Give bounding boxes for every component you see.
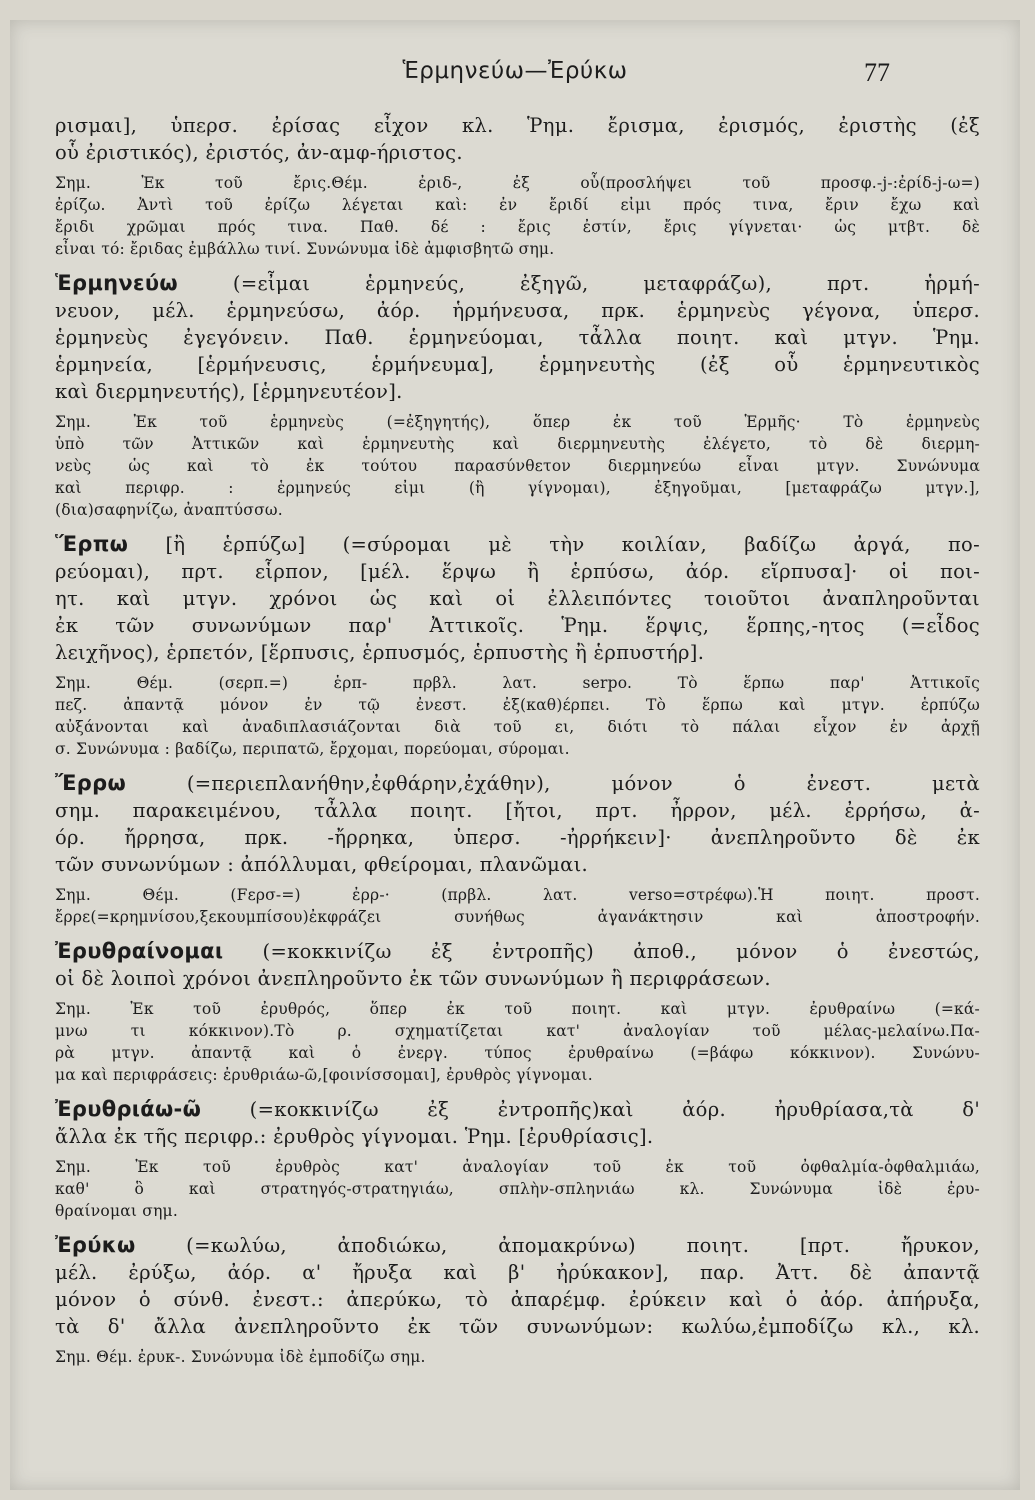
text-line	[55, 139, 980, 166]
line-text: οἱ δὲ λοιποὶ χρόνοι ἀνεπληροῦντο ἐκ τῶν συνωνύμων ἢ περιφράσεων.	[55, 967, 771, 990]
page-number: 77	[864, 58, 890, 87]
text-line	[55, 612, 980, 639]
text-line	[55, 738, 980, 760]
line-text: θραίνομαι σημ.	[55, 1202, 178, 1220]
text-line	[55, 1346, 980, 1368]
running-head: Ἑρμηνεύω—Ἐρύκω	[402, 58, 628, 84]
line-text: λειχῆνος), ἑρπετόν, [ἕρπυσις, ἑρπυσμός, ἑρπυστὴς ἢ ἑρπυστήρ].	[55, 641, 705, 664]
line-text: Σημ. Θέμ. (σερπ.=) ἑρπ- πρβλ. λατ. serpo. Τὸ ἕρπω παρ' Ἀττικοῖς	[55, 674, 980, 692]
text-line	[55, 1123, 980, 1150]
line-text: (=κοκκινίζω ἐξ ἐντροπῆς) ἀποθ., μόνον ὁ ἐνεστώς,	[223, 940, 980, 963]
dictionary-entry	[55, 770, 980, 878]
dictionary-text	[55, 112, 980, 1378]
headword: Ἕρπω	[55, 532, 129, 556]
line-text: τὰ δ' ἄλλα ἀνεπληροῦντο ἐκ τῶν συνωνύμων: κωλύω,ἐμποδίζω κλ., κλ.	[55, 1315, 980, 1338]
text-line	[55, 324, 980, 351]
entry-note	[55, 884, 980, 928]
line-text: [ἢ ἑρπύζω] (=σύρομαι μὲ τὴν κοιλίαν, βαδίζω ἀργά, πο-	[128, 533, 980, 556]
book-page	[10, 20, 1020, 1490]
entry-note	[55, 1156, 980, 1222]
line-text: εἶναι τό: ἔριδας ἐμβάλλω τινί. Συνώνυμα ἰδὲ ἀμφισβητῶ σημ.	[55, 240, 555, 258]
text-line	[55, 1042, 980, 1064]
text-line	[55, 884, 980, 906]
text-line	[55, 1064, 980, 1086]
text-line	[55, 639, 980, 666]
line-text: ἐκ τῶν συνωνύμων παρ' Ἀττικοῖς. Ῥημ. ἕρψις, ἕρπης,-ητος (=εἶδος	[55, 614, 980, 637]
text-line	[55, 716, 980, 738]
line-text: μνω τι κόκκινον).Τὸ ρ. σχηματίζεται κατ' ἀναλογίαν τοῦ μέλας-μελαίνω.Πα-	[55, 1022, 980, 1040]
text-line	[55, 238, 980, 260]
line-text: τῶν συνωνύμων : ἀπόλλυμαι, φθείρομαι, πλανῶμαι.	[55, 853, 589, 876]
line-text: ρεύομαι), πρτ. εἷρπον, [μέλ. ἕρψω ἢ ἑρπύσω, ἀόρ. εἵρπυσα]· οἱ ποι-	[55, 560, 980, 583]
text-line	[55, 411, 980, 433]
headword: Ἑρμηνεύω	[55, 271, 178, 295]
text-line	[55, 1200, 980, 1222]
text-line	[55, 499, 980, 521]
text-line	[55, 1096, 980, 1123]
entry-note	[55, 411, 980, 521]
page-header	[10, 58, 1020, 98]
text-line	[55, 433, 980, 455]
text-line	[55, 672, 980, 694]
line-text: οὗ ἐριστικός), ἐριστός, ἀν-αμφ-ήριστος.	[55, 141, 463, 164]
text-line	[55, 194, 980, 216]
line-text: ἔρρε(=κρημνίσου,ξεκουμπίσου)ἐκφράζει συνήθως ἀγανάκτησιν καὶ ἀποστροφήν.	[55, 908, 980, 926]
text-line	[55, 297, 980, 324]
dictionary-entry	[55, 1232, 980, 1340]
entry-note	[55, 1346, 980, 1368]
line-text: ητ. καὶ μτγν. χρόνοι ὡς καὶ οἱ ἐλλειπόντες τοιοῦτοι ἀναπληροῦνται	[55, 587, 980, 610]
text-line	[55, 824, 980, 851]
text-line	[55, 1156, 980, 1178]
text-line	[55, 1178, 980, 1200]
entry-note	[55, 672, 980, 760]
text-line	[55, 998, 980, 1020]
line-text: ἑρμηνεὺς ἐγεγόνειν. Παθ. ἑρμηνεύομαι, τἆλλα ποιητ. καὶ μτγν. Ῥημ.	[55, 326, 980, 349]
line-text: Σημ. Θέμ. (Fερσ-=) ἐρρ-· (πρβλ. λατ. verso=στρέφω).Ἡ ποιητ. προστ.	[55, 886, 980, 904]
text-line	[55, 906, 980, 928]
text-line	[55, 965, 980, 992]
line-text: Σημ. Ἐκ τοῦ ἐρυθρὸς κατ' ἀναλογίαν τοῦ ἐκ τοῦ ὀφθαλμία-ὀφθαλμιάω,	[55, 1158, 980, 1176]
line-text: ἐρίζω. Ἀντὶ τοῦ ἐρίζω λέγεται καὶ: ἐν ἔριδί εἰμι πρός τινα, ἔριν ἔχω καὶ	[55, 196, 980, 214]
line-text: ρισμαι], ὑπερσ. ἐρίσας εἶχον κλ. Ῥημ. ἔρισμα, ἐρισμός, ἐριστὴς (ἐξ	[55, 114, 980, 137]
line-text: Σημ. Θέμ. ἐρυκ-. Συνώνυμα ἰδὲ ἐμποδίζω σημ.	[55, 1348, 426, 1366]
dictionary-entry	[55, 270, 980, 405]
line-text: (=κωλύω, ἀποδιώκω, ἀπομακρύνω) ποιητ. [πρτ. ἤρυκον,	[135, 1234, 980, 1257]
text-line	[55, 270, 980, 297]
headword: Ἐρύκω	[55, 1233, 136, 1257]
text-line	[55, 216, 980, 238]
headword: Ἔρρω	[55, 771, 126, 795]
line-text: αὐξάνονται καὶ ἀναδιπλασιάζονται διὰ τοῦ ει, διότι τὸ πάλαι εἶχον ἐν ἀρχῇ	[55, 718, 980, 736]
line-text: πεζ. ἀπαντᾷ μόνον ἐν τῷ ἐνεστ. ἐξ(καθ)έρπει. Τὸ ἕρπω καὶ μτγν. ἑρπύζω	[55, 696, 980, 714]
text-line	[55, 1259, 980, 1286]
line-text: Σημ. Ἐκ τοῦ ἑρμηνεὺς (=ἐξηγητής), ὅπερ ἐκ τοῦ Ἑρμῆς· Τὸ ἑρμηνεὺς	[55, 413, 980, 431]
line-text: (=κοκκινίζω ἐξ ἐντροπῆς)καὶ ἀόρ. ἠρυθρίασα,τὰ δ'	[201, 1098, 980, 1121]
entry-note	[55, 998, 980, 1086]
text-line	[55, 558, 980, 585]
line-text: Σημ. Ἐκ τοῦ ἔρις.Θέμ. ἐριδ-, ἐξ οὗ(προσλήψει τοῦ προσφ.-j-:ἐρίδ-j-ω=)	[55, 174, 980, 192]
line-text: (δια)σαφηνίζω, ἀναπτύσσω.	[55, 501, 283, 519]
dictionary-entry	[55, 531, 980, 666]
line-text: καὶ διερμηνευτής), [ἑρμηνευτέον].	[55, 380, 403, 403]
text-line	[55, 694, 980, 716]
line-text: μα καὶ περιφράσεις: ἐρυθριάω-ῶ,[φοινίσσομαι], ἐρυθρὸς γίγνομαι.	[55, 1066, 593, 1084]
text-line	[55, 1286, 980, 1313]
text-line	[55, 1020, 980, 1042]
line-text: ὑπὸ τῶν Ἀττικῶν καὶ ἑρμηνευτὴς καὶ διερμηνευτὴς ἐλέγετο, τὸ δὲ διερμη-	[55, 435, 980, 453]
line-text: νεὺς ὡς καὶ τὸ ἐκ τούτου παρασύνθετον διερμηνεύω εἶναι μτγν. Συνώνυμα	[55, 457, 980, 475]
line-text: ρὰ μτγν. ἀπαντᾷ καὶ ὁ ἐνεργ. τύπος ἐρυθραίνω (=βάφω κόκκινον). Συνώνυ-	[55, 1044, 980, 1062]
text-line	[55, 172, 980, 194]
text-line	[55, 378, 980, 405]
line-text: όρ. ἤρρησα, πρκ. -ἤρρηκα, ὑπερσ. -ἠρρήκειν]· ἀνεπληροῦντο δὲ ἐκ	[55, 826, 980, 849]
text-line	[55, 797, 980, 824]
line-text: καὶ περιφρ. : ἑρμηνεύς εἰμι (ἢ γίγνομαι), ἐξηγοῦμαι, [μεταφράζω μτγν.],	[55, 479, 980, 497]
text-line	[55, 585, 980, 612]
line-text: ἔριδι χρῶμαι πρός τινα. Παθ. δέ : ἔρις ἐστίν, ἔρις γίγνεται· ὡς μτβτ. δὲ	[55, 218, 980, 236]
text-line	[55, 938, 980, 965]
dictionary-entry	[55, 938, 980, 992]
dictionary-entry	[55, 112, 980, 166]
text-line	[55, 851, 980, 878]
text-line	[55, 351, 980, 378]
line-text: σημ. παρακειμένου, τἆλλα ποιητ. [ἤτοι, πρτ. ἦρρον, μέλ. ἐρρήσω, ἀ-	[55, 799, 980, 822]
text-line	[55, 1232, 980, 1259]
dictionary-entry	[55, 1096, 980, 1150]
line-text: Σημ. Ἐκ τοῦ ἐρυθρός, ὅπερ ἐκ τοῦ ποιητ. καὶ μτγν. ἐρυθραίνω (=κά-	[55, 1000, 980, 1018]
line-text: μόνον ὁ σύνθ. ἐνεστ.: ἀπερύκω, τὸ ἀπαρέμφ. ἐρύκειν καὶ ὁ ἀόρ. ἀπήρυξα,	[55, 1288, 980, 1311]
line-text: σ. Συνώνυμα : βαδίζω, περιπατῶ, ἔρχομαι, πορεύομαι, σύρομαι.	[55, 740, 570, 758]
text-line	[55, 477, 980, 499]
line-text: ἄλλα ἐκ τῆς περιφρ.: ἐρυθρὸς γίγνομαι. Ῥημ. [ἐρυθρίασις].	[55, 1125, 654, 1148]
line-text: μέλ. ἐρύξω, ἀόρ. α' ἤρυξα καὶ β' ἠρύκακον], παρ. Ἀττ. δὲ ἀπαντᾷ	[55, 1261, 980, 1284]
line-text: ἑρμηνεία, [ἑρμήνευσις, ἑρμήνευμα], ἑρμηνευτὴς (ἐξ οὗ ἑρμηνευτικὸς	[55, 353, 980, 376]
line-text: (=εἶμαι ἑρμηνεύς, ἐξηγῶ, μεταφράζω), πρτ. ἡρμή-	[177, 272, 980, 295]
line-text: καθ' ὃ καὶ στρατηγός-στρατηγιάω, σπλὴν-σπληνιάω κλ. Συνώνυμα ἰδὲ ἐρυ-	[55, 1180, 980, 1198]
line-text: (=περιεπλανήθην,ἐφθάρην,ἐχάθην), μόνον ὁ ἐνεστ. μετὰ	[126, 772, 980, 795]
headword: Ἐρυθραίνομαι	[55, 939, 224, 963]
text-line	[55, 112, 980, 139]
line-text: νευον, μέλ. ἑρμηνεύσω, ἀόρ. ἡρμήνευσα, πρκ. ἑρμηνεὺς γέγονα, ὑπερσ.	[55, 299, 980, 322]
headword: Ἐρυθριάω-ῶ	[55, 1097, 202, 1121]
text-line	[55, 531, 980, 558]
text-line	[55, 455, 980, 477]
text-line	[55, 770, 980, 797]
text-line	[55, 1313, 980, 1340]
entry-note	[55, 172, 980, 260]
